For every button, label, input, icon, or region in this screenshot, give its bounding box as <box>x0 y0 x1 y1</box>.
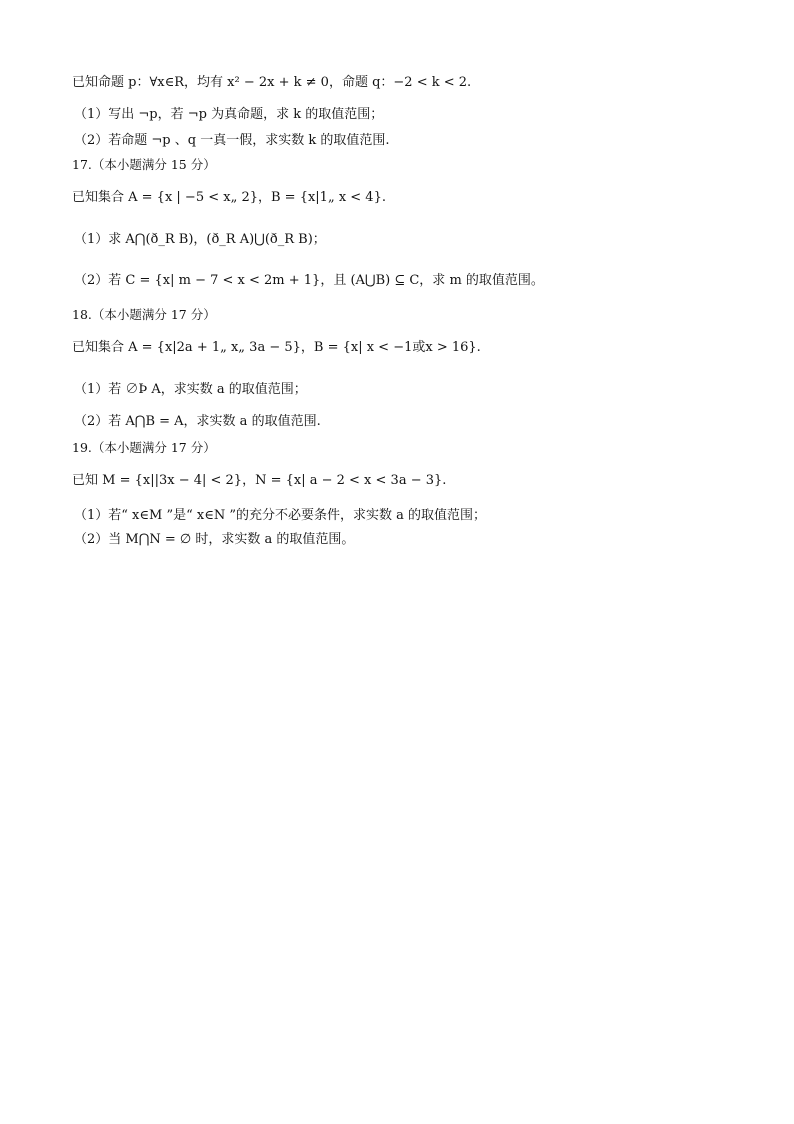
problem-16-statement: 已知命题 p：∀x∈R，均有 x² − 2x + k ≠ 0，命题 q：−2 < k < 2. <box>72 75 472 90</box>
problem-17-statement: 已知集合 A = {x | −5 < x„ 2}，B = {x|1„ x < 4}. <box>72 190 386 205</box>
problem-16-part-1: （1）写出 ¬p，若 ¬p 为真命题，求 k 的取值范围； <box>74 107 384 122</box>
problem-19-part-2: （2）当 M⋂N = ∅ 时，求实数 a 的取值范围。 <box>74 532 355 547</box>
problem-19-heading: 19.（本小题满分 17 分） <box>72 440 216 455</box>
problem-18-statement: 已知集合 A = {x|2a + 1„ x„ 3a − 5}，B = {x| x < −1或x > 16}. <box>72 340 481 355</box>
problem-18-part-1: （1）若 ∅Þ A，求实数 a 的取值范围； <box>74 382 307 397</box>
problem-18-part-2: （2）若 A⋂B = A，求实数 a 的取值范围. <box>74 414 321 429</box>
problem-19-statement: 已知 M = {x||3x − 4| < 2}，N = {x| a − 2 < x < 3a − 3}. <box>72 473 447 488</box>
problem-16-part-2: （2）若命题 ¬p 、q 一真一假，求实数 k 的取值范围. <box>74 133 390 148</box>
problem-17-heading: 17.（本小题满分 15 分） <box>72 157 216 172</box>
problem-18-heading: 18.（本小题满分 17 分） <box>72 307 216 322</box>
problem-17-part-2: （2）若 C = {x| m − 7 < x < 2m + 1}，且 (A⋃B) ⊆ C，求 m 的取值范围。 <box>74 273 544 288</box>
problem-19-part-1: （1）若“ x∈M ”是“ x∈N ”的充分不必要条件，求实数 a 的取值范围； <box>74 508 486 523</box>
problem-17-part-1: （1）求 A⋂(ð_R B)，(ð_R A)⋃(ð_R B)； <box>74 232 326 247</box>
